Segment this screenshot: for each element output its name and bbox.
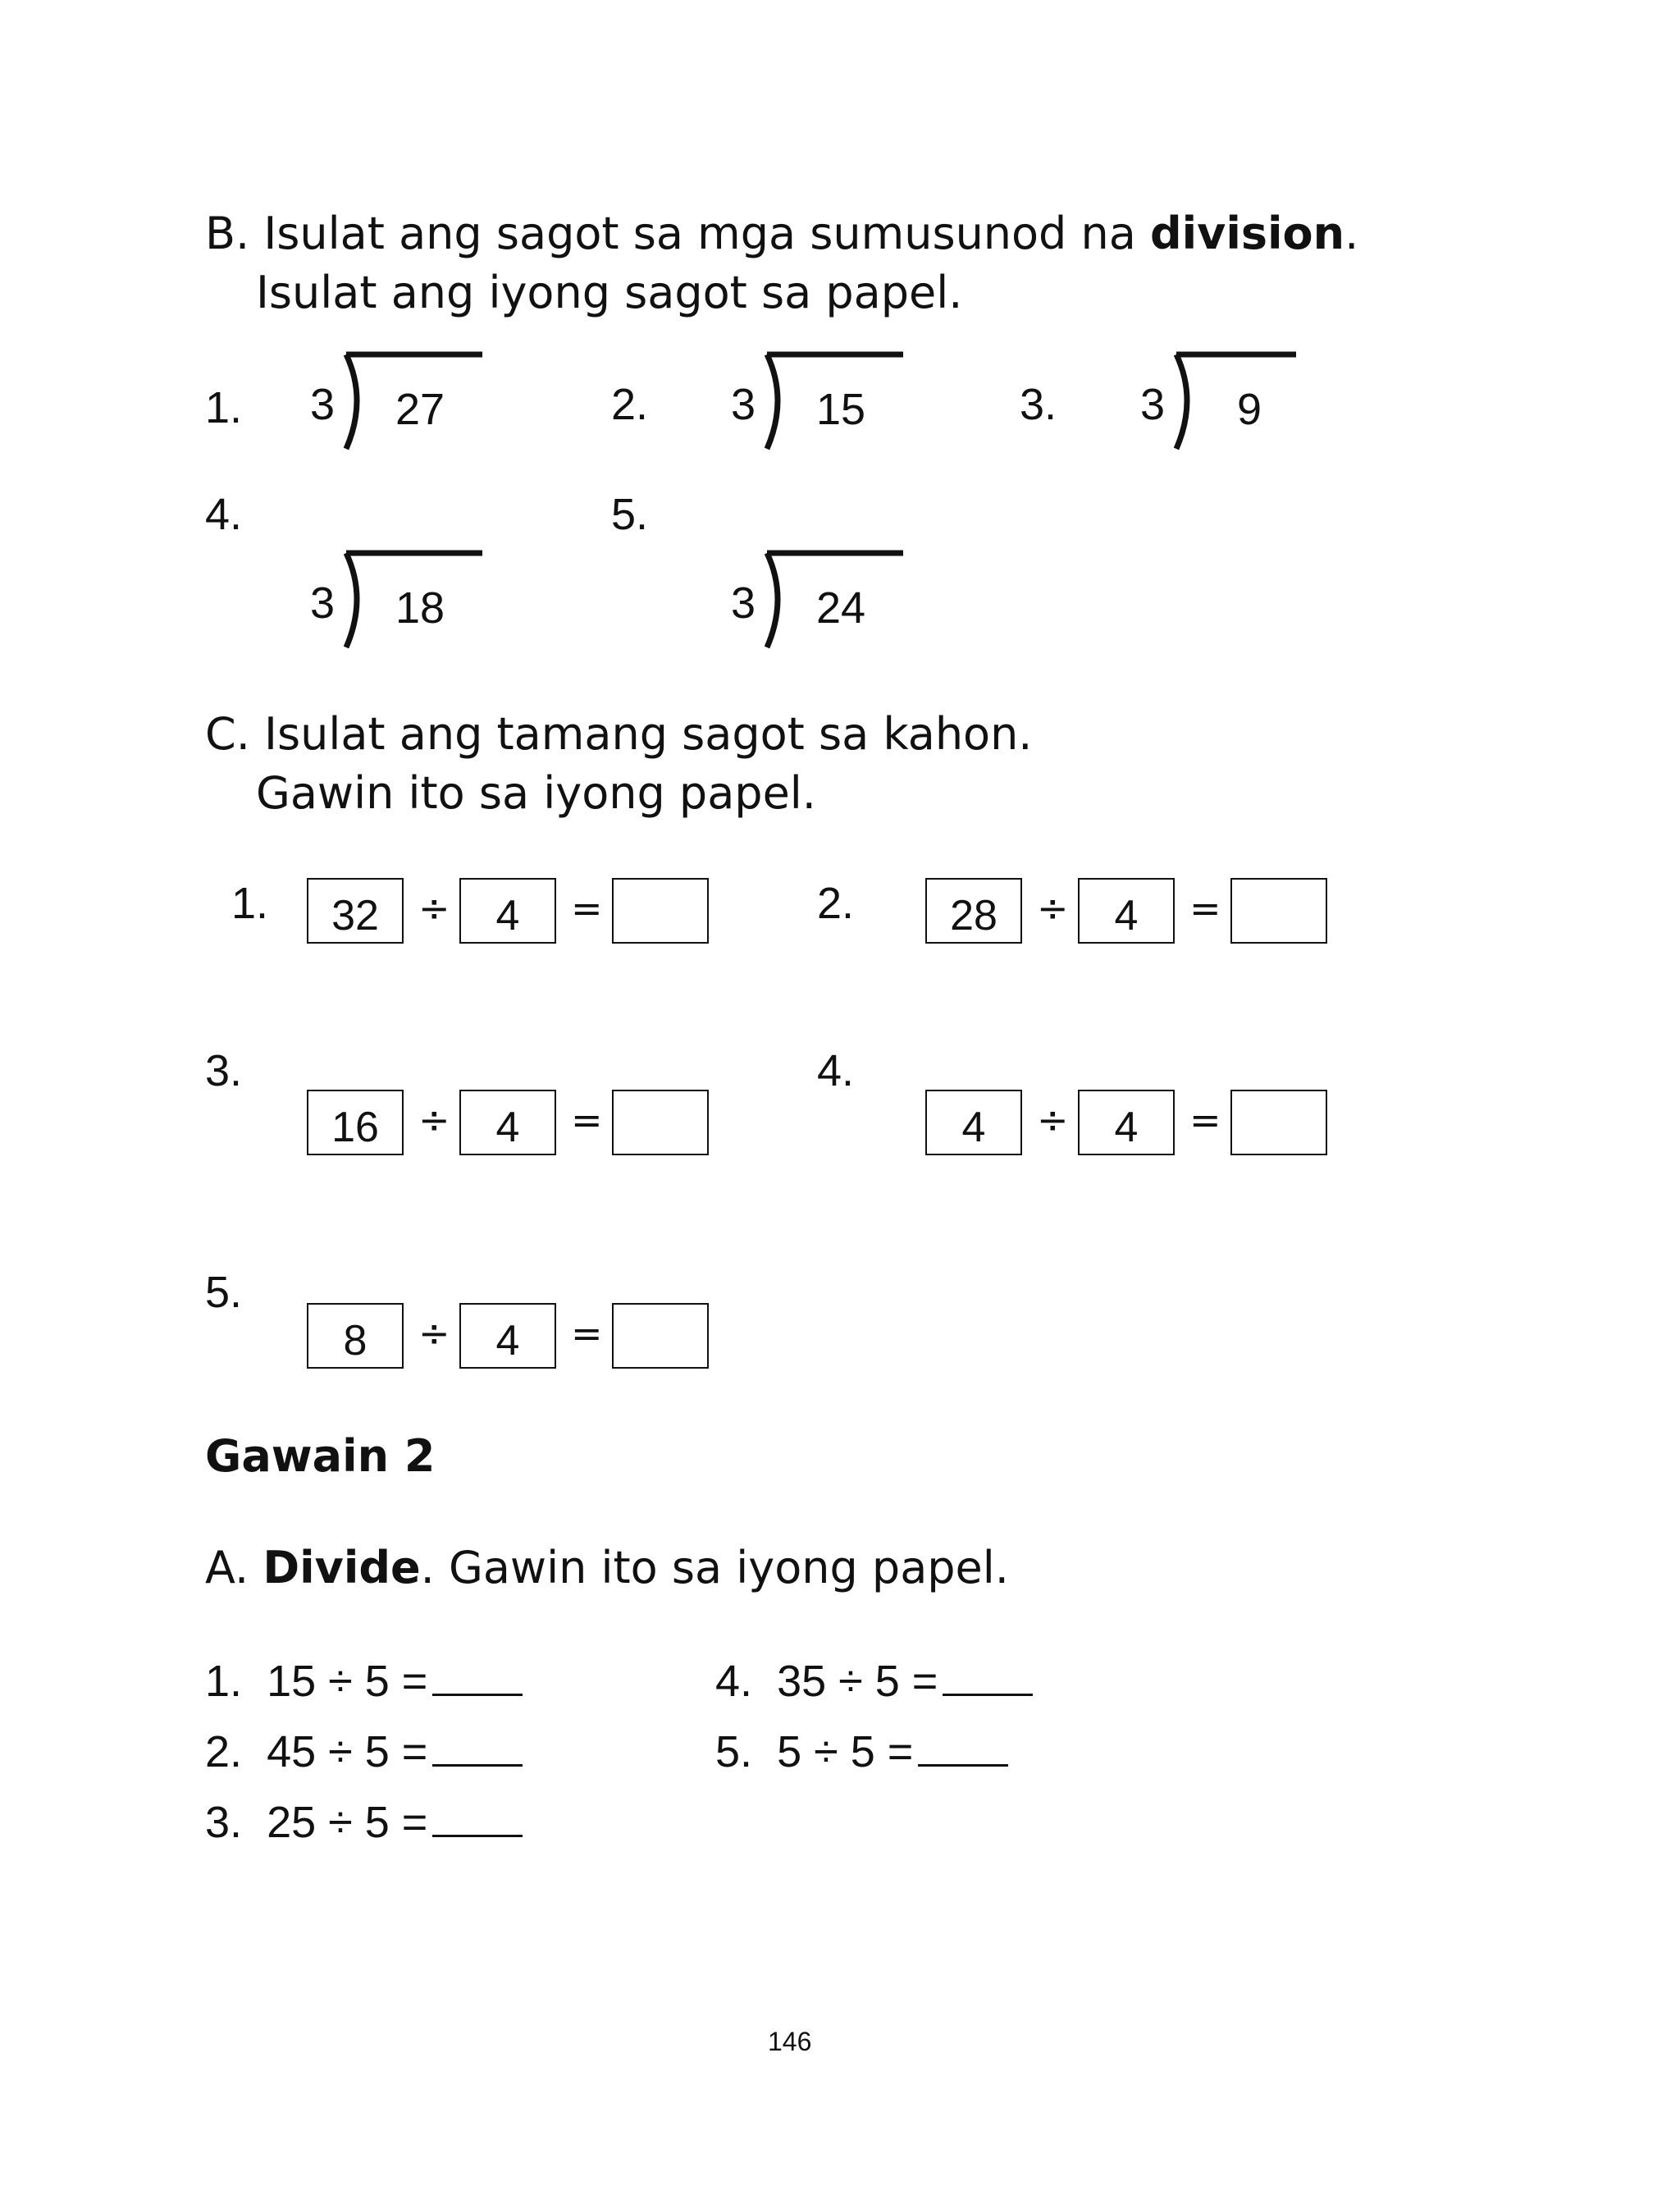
section-b-item-label: 3. <box>1020 380 1057 429</box>
exercise-expression: 5 ÷ 5 = <box>777 1727 914 1776</box>
dividend-box: 8 <box>307 1303 404 1369</box>
section-c-instruction-line2: Gawin ito sa iyong papel. <box>256 767 816 819</box>
answer-blank[interactable] <box>918 1726 1008 1767</box>
gawain-instruction-suffix: . Gawin ito sa iyong papel. <box>420 1542 1009 1593</box>
section-c-item-label: 5. <box>205 1268 243 1317</box>
section-c-item-label: 4. <box>817 1046 855 1095</box>
equals-sign: = <box>571 1098 603 1142</box>
gawain-heading: Gawain 2 <box>205 1430 436 1482</box>
divisor-box: 4 <box>1078 1090 1175 1155</box>
dividend: 15 <box>816 385 866 434</box>
divide-sign: ÷ <box>418 1098 450 1142</box>
exercise-expression: 25 ÷ 5 = <box>267 1798 428 1847</box>
section-b-item-label: 5. <box>611 490 649 539</box>
answer-box[interactable] <box>612 1303 709 1369</box>
section-b-item-label: 2. <box>611 380 649 429</box>
exercise-label: 1. <box>205 1657 243 1706</box>
divisor-box: 4 <box>1078 878 1175 944</box>
divide-sign: ÷ <box>418 886 450 930</box>
dividend-box: 4 <box>925 1090 1022 1155</box>
section-c-item-label: 1. <box>231 879 269 928</box>
long-division-problem <box>731 553 903 652</box>
section-b-item-label: 4. <box>205 490 243 539</box>
divisor: 3 <box>1140 380 1166 429</box>
section-b-prefix: B. Isulat ang sagot sa mga sumusunod na <box>205 208 1150 259</box>
division-exercise <box>205 1726 523 1774</box>
division-exercise <box>715 1656 1033 1706</box>
long-division-problem <box>1140 354 1312 453</box>
box-equation <box>925 1090 1327 1159</box>
divisor: 3 <box>731 578 756 628</box>
exercise-expression: 35 ÷ 5 = <box>777 1657 938 1706</box>
answer-blank[interactable] <box>943 1656 1033 1696</box>
divisor-box: 4 <box>459 1090 556 1155</box>
answer-box[interactable] <box>1230 878 1327 944</box>
divisor: 3 <box>310 380 336 429</box>
divide-sign: ÷ <box>1037 1098 1069 1142</box>
exercise-label: 2. <box>205 1727 243 1776</box>
box-equation <box>307 1090 709 1159</box>
dividend-box: 32 <box>307 878 404 944</box>
equals-sign: = <box>571 886 603 930</box>
answer-box[interactable] <box>1230 1090 1327 1155</box>
answer-blank[interactable] <box>432 1726 523 1767</box>
page-number: 146 <box>768 2027 812 2056</box>
box-equation <box>307 1303 709 1372</box>
equals-sign: = <box>1189 886 1221 930</box>
section-b-suffix: . <box>1344 208 1359 259</box>
dividend: 18 <box>395 583 445 633</box>
box-equation <box>925 878 1327 947</box>
divisor: 3 <box>731 380 756 429</box>
division-exercise <box>715 1726 1008 1774</box>
answer-blank[interactable] <box>432 1656 523 1696</box>
gawain-instruction-prefix: A. <box>205 1542 263 1593</box>
section-b-instruction-line2: Isulat ang iyong sagot sa papel. <box>256 267 963 318</box>
division-exercise <box>205 1656 523 1706</box>
long-division-problem <box>310 553 482 652</box>
section-c-instruction-line1: C. Isulat ang tamang sagot sa kahon. <box>205 708 1033 760</box>
divisor-box: 4 <box>459 878 556 944</box>
equals-sign: = <box>571 1311 603 1356</box>
section-c-item-label: 3. <box>205 1046 243 1095</box>
divide-sign: ÷ <box>418 1311 450 1356</box>
section-c-item-label: 2. <box>817 879 855 928</box>
divide-sign: ÷ <box>1037 886 1069 930</box>
dividend-box: 28 <box>925 878 1022 944</box>
exercise-label: 5. <box>715 1727 753 1776</box>
divisor: 3 <box>310 578 336 628</box>
division-exercise <box>205 1797 523 1845</box>
dividend-box: 16 <box>307 1090 404 1155</box>
dividend: 27 <box>395 385 445 434</box>
exercise-expression: 45 ÷ 5 = <box>267 1727 428 1776</box>
answer-box[interactable] <box>612 1090 709 1155</box>
gawain-instruction-bold: Divide <box>262 1542 421 1593</box>
section-b-bold-word: division <box>1149 208 1345 259</box>
gawain-instruction <box>205 1542 1009 1593</box>
long-division-problem <box>731 354 903 453</box>
dividend: 9 <box>1237 385 1262 434</box>
dividend: 24 <box>816 583 866 633</box>
equals-sign: = <box>1189 1098 1221 1142</box>
exercise-label: 3. <box>205 1798 243 1847</box>
long-division-problem <box>310 354 482 453</box>
exercise-label: 4. <box>715 1657 753 1706</box>
box-equation <box>307 878 709 947</box>
section-b-instruction-line1 <box>205 208 1359 259</box>
divisor-box: 4 <box>459 1303 556 1369</box>
answer-blank[interactable] <box>432 1797 523 1837</box>
section-b-item-label: 1. <box>205 383 243 432</box>
answer-box[interactable] <box>612 878 709 944</box>
exercise-expression: 15 ÷ 5 = <box>267 1657 428 1706</box>
